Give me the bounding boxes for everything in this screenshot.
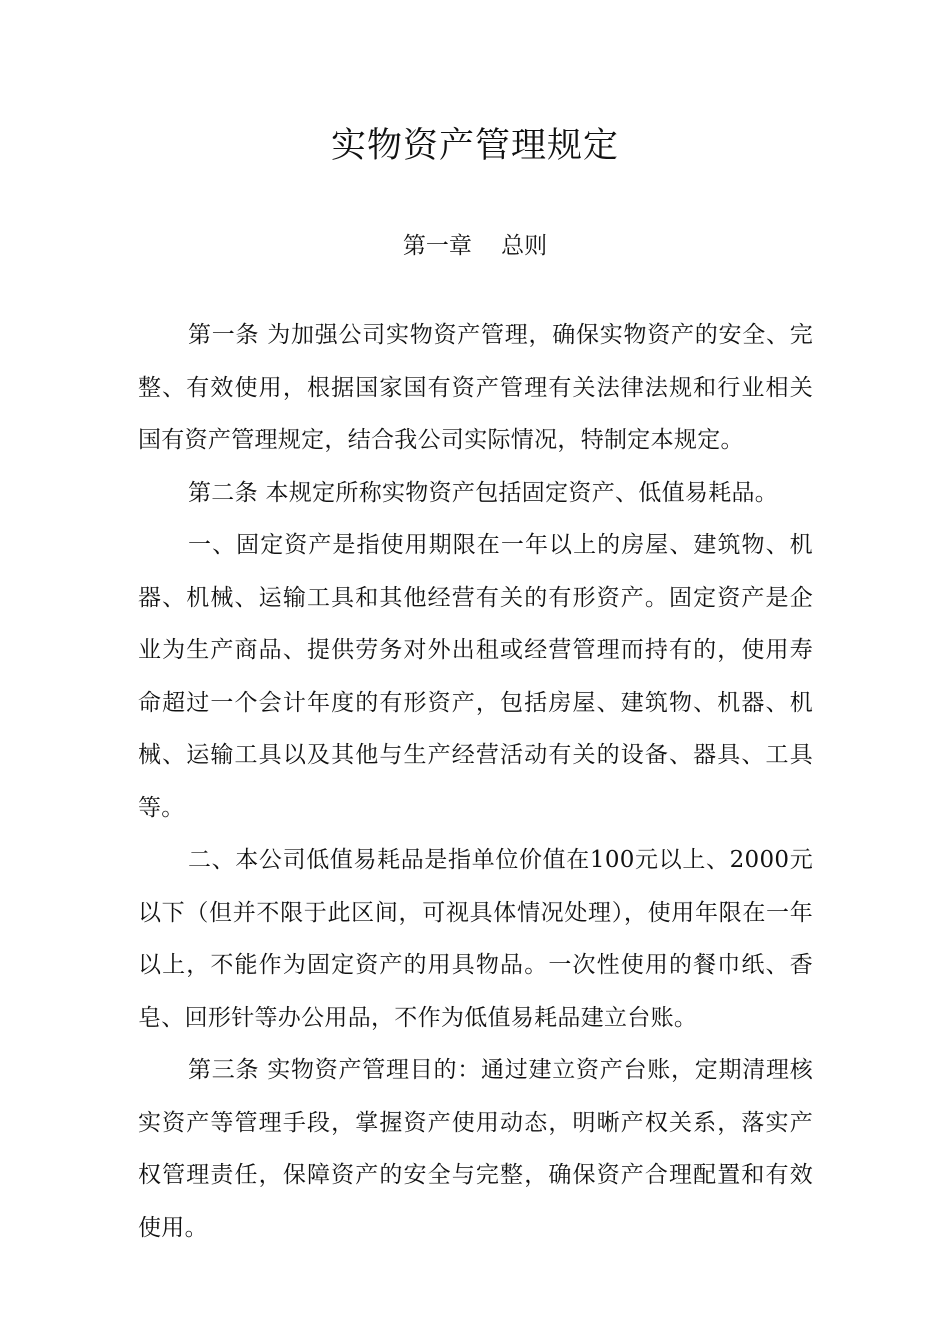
document-body: [138, 309, 813, 1254]
low-value-consumables-paragraph: 二、本公司低值易耗品是指单位价值在100元以上、2000元以下（但并不限于此区间，可视具体情况处理），使用年限在一年以上，不能作为固定资产的用具物品。一次性使用的餐巾纸、香皂、回形针等办公用品，不作为低值易耗品建立台账。: [138, 847, 813, 1031]
fixed-assets-paragraph: 一、固定资产是指使用期限在一年以上的房屋、建筑物、机器、机械、运输工具和其他经营有关的有形资产。固定资产是企业为生产商品、提供劳务对外出租或经营管理而持有的，使用寿命超过一个会计年度的有形资产，包括房屋、建筑物、机器、机械、运输工具以及其他与生产经营活动有关的设备、器具、工具等。: [138, 532, 813, 821]
article-2-paragraph: 第二条 本规定所称实物资产包括固定资产、低值易耗品。: [188, 479, 779, 506]
chapter-heading: 第一章 总则: [402, 233, 548, 259]
article-1-paragraph: 第一条 为加强公司实物资产管理，确保实物资产的安全、完整、有效使用，根据国家国有资产管理有关法律法规和行业相关国有资产管理规定，结合我公司实际情况，特制定本规定。: [138, 322, 813, 453]
document-title: 实物资产管理规定: [330, 126, 619, 166]
article-3-paragraph: 第三条 实物资产管理目的：通过建立资产台账，定期清理核实资产等管理手段，掌握资产使用动态，明晰产权关系，落实产权管理责任，保障资产的安全与完整，确保资产合理配置和有效使用。: [138, 1057, 813, 1241]
